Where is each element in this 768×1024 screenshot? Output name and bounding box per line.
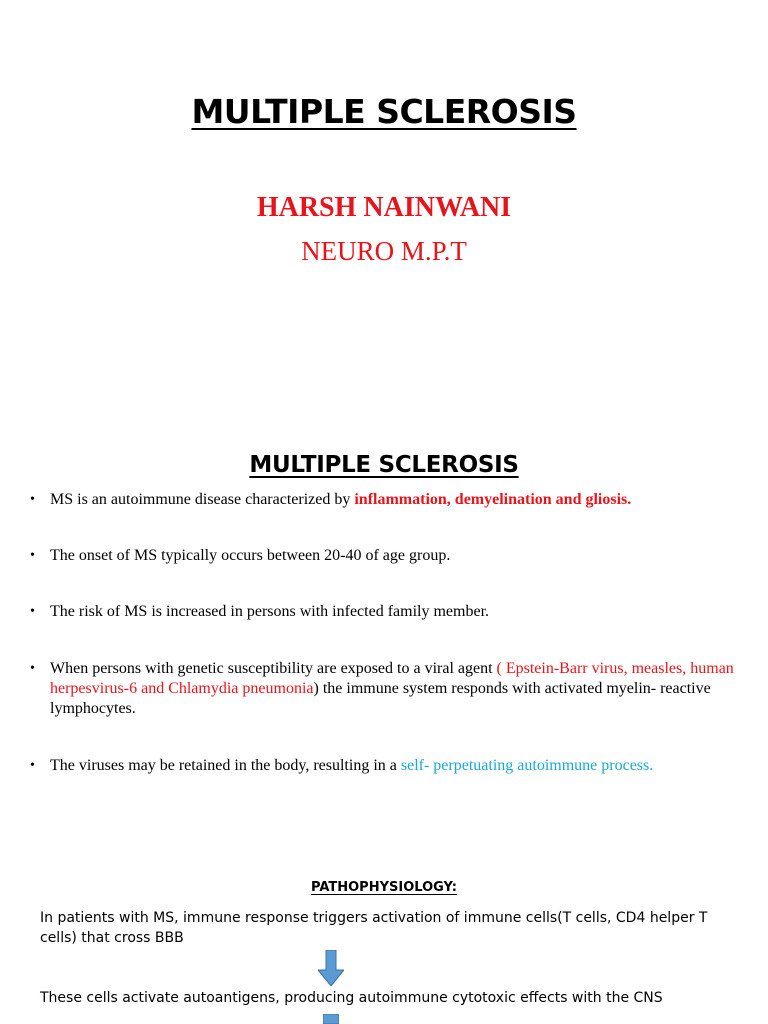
- bullet-text-tail: ) the immune system responds with activated myelin- reactive lymphocytes.: [50, 680, 711, 717]
- bullet-item: [30, 756, 750, 776]
- down-arrow-icon: [318, 950, 344, 986]
- bullet-text: MS is an autoimmune disease characterized by: [50, 491, 355, 508]
- author-name: HARSH NAINWANI: [256, 192, 512, 223]
- bullet-highlight: self- perpetuating autoimmune process.: [400, 757, 654, 774]
- bullet-text: The viruses may be retained in the body, resulting in a: [50, 757, 401, 774]
- pathophysiology-heading: PATHOPHYSIOLOGY:: [311, 880, 457, 895]
- author-degree: NEURO M.P.T: [301, 236, 467, 266]
- bullet-item: [30, 602, 750, 622]
- bullet-marker: •: [30, 492, 35, 507]
- bullet-highlight: ( Epstein-Barr virus, measles, human herpesvirus-6 and Chlamydia pneumonia: [50, 660, 734, 697]
- bullet-item: [30, 490, 750, 510]
- bullet-item: [30, 659, 750, 719]
- bullet-highlight: inflammation, demyelination and gliosis.: [354, 491, 632, 508]
- overview-slide-heading: MULTIPLE SCLEROSIS: [249, 452, 519, 478]
- bullet-marker: •: [30, 758, 35, 773]
- bullet-marker: •: [30, 604, 35, 619]
- bullet-text: The onset of MS typically occurs between 20-40 of age group.: [50, 547, 451, 564]
- down-arrow-icon: [323, 1014, 339, 1024]
- bullet-text: The risk of MS is increased in persons with infected family member.: [50, 603, 490, 620]
- bullet-marker: •: [30, 661, 35, 676]
- bullet-marker: •: [30, 548, 35, 563]
- pathophysiology-step: These cells activate autoantigens, producing autoimmune cytotoxic effects with the CNS: [40, 990, 663, 1006]
- title-slide-heading: MULTIPLE SCLEROSIS: [191, 92, 577, 131]
- pathophysiology-step: In patients with MS, immune response triggers activation of immune cells(T cells, CD4 helper T cells) that cross BBB: [40, 910, 708, 946]
- bullet-item: [30, 546, 750, 566]
- bullet-text: When persons with genetic susceptibility are exposed to a viral agent: [50, 660, 497, 677]
